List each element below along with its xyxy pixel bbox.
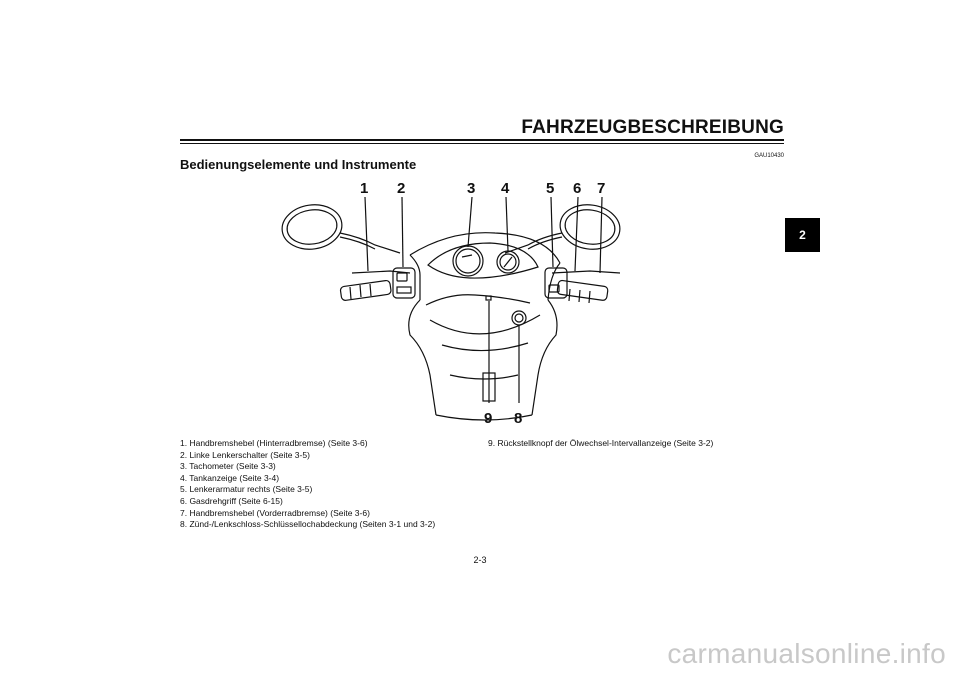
legend-item: 7. Handbremshebel (Vorderradbremse) (Seite 3-6) (180, 507, 370, 518)
legend-item: 9. Rückstellknopf der Ölwechsel-Intervallanzeige (Seite 3-2) (488, 438, 714, 448)
page-title: FAHRZEUGBESCHREIBUNG (521, 117, 784, 138)
watermark: carmanualsonline.info (667, 638, 946, 669)
title-rule (180, 139, 784, 141)
callout-9: 9 (484, 410, 493, 427)
right-mirror (505, 201, 623, 253)
callout-6: 6 (573, 180, 582, 197)
callout-2: 2 (397, 180, 406, 197)
left-grip (340, 271, 410, 301)
title-rule-thin (180, 143, 784, 144)
chapter-tab: 2 (785, 218, 820, 252)
callout-8: 8 (514, 410, 523, 427)
callout-5: 5 (546, 180, 555, 197)
callout-1: 1 (360, 180, 369, 197)
scooter-controls-illustration (260, 175, 640, 435)
section-code: GAU10430 (754, 153, 784, 159)
legend-left-column (180, 438, 480, 531)
callout-4: 4 (501, 180, 510, 197)
section-heading: Bedienungselemente und Instrumente (180, 157, 417, 172)
callout-7: 7 (597, 180, 606, 197)
legend-item: 8. Zünd-/Lenkschloss-Schlüssellochabdeckung (Seiten 3-1 und 3-2) (180, 519, 436, 530)
legend-item: 3. Tachometer (Seite 3-3) (180, 461, 276, 472)
legend-item: 6. Gasdrehgriff (Seite 6-15) (180, 495, 283, 506)
legend-item: 2. Linke Lenkerschalter (Seite 3-5) (180, 449, 310, 460)
left-mirror (279, 201, 400, 253)
legend-right-column (488, 438, 788, 450)
legend-item: 4. Tankanzeige (Seite 3-4) (180, 472, 280, 483)
legend-item: 1. Handbremshebel (Hinterradbremse) (Seite 3-6) (180, 438, 368, 448)
legend-item: 5. Lenkerarmatur rechts (Seite 3-5) (180, 484, 313, 495)
page-number: 2-3 (473, 555, 487, 565)
callout-3: 3 (467, 180, 476, 197)
